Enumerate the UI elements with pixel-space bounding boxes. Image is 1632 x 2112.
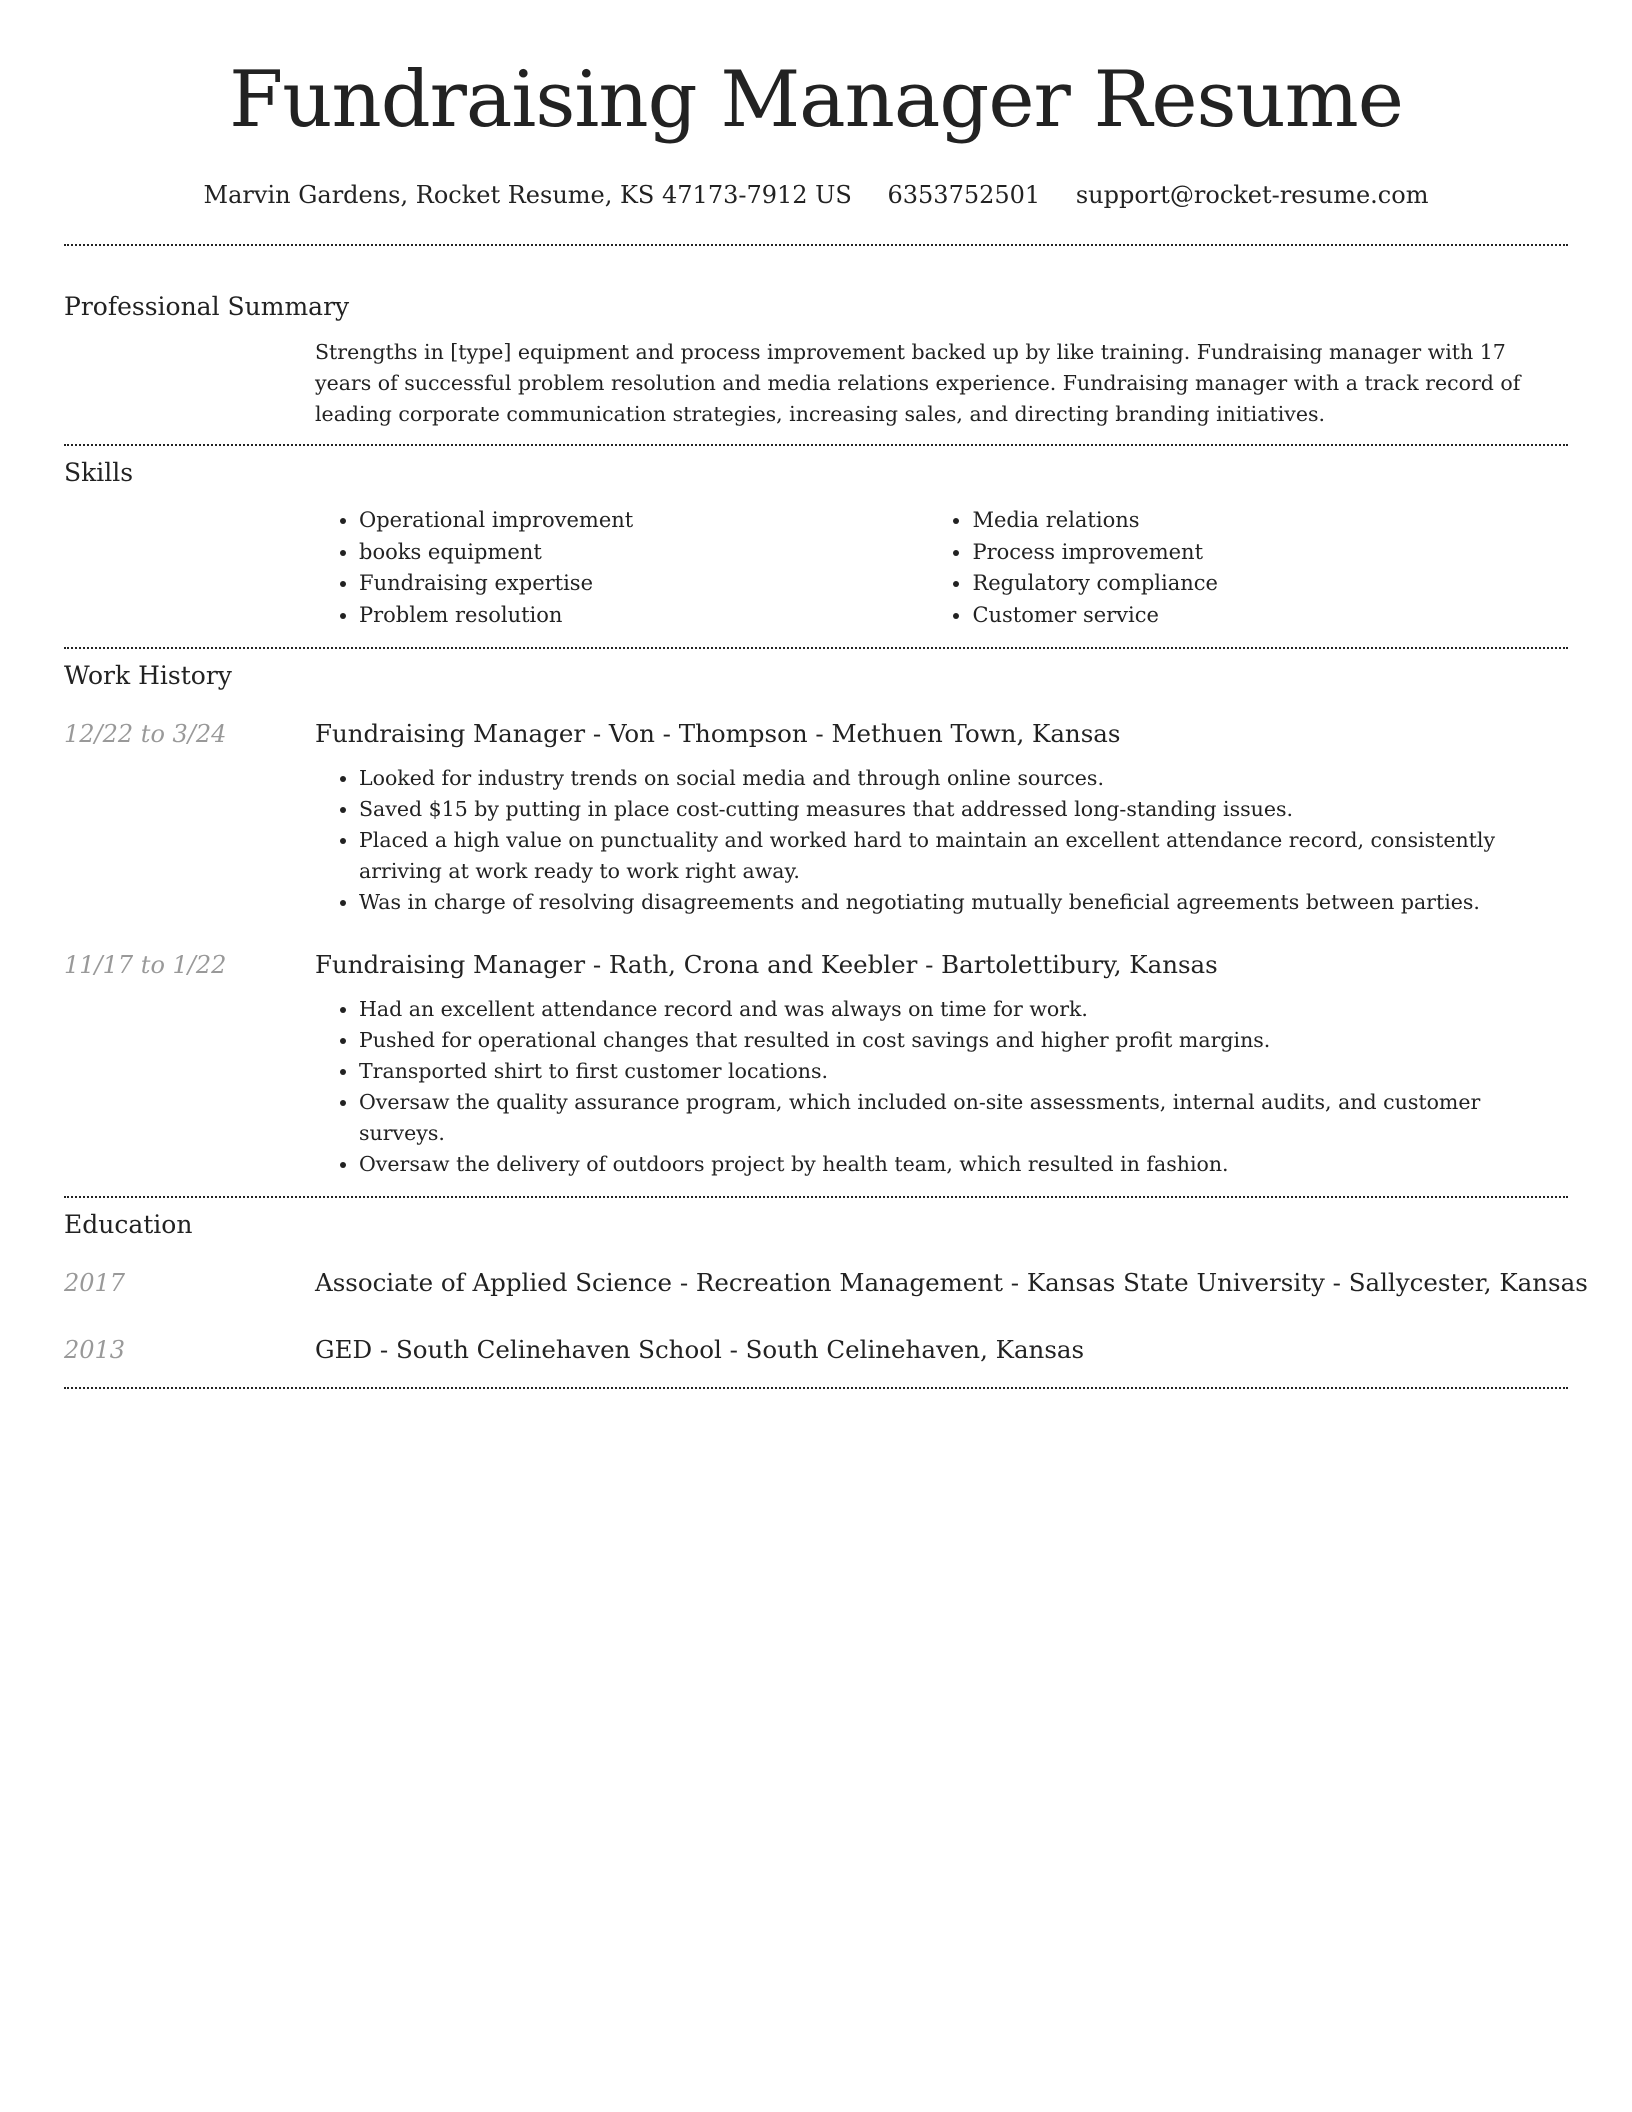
divider bbox=[64, 1196, 1568, 1198]
list-item: • Saved $15 by putting in place cost-cutting measures that addressed long-standing issues. bbox=[359, 794, 1568, 825]
summary-section bbox=[64, 290, 1568, 430]
skills-column-left bbox=[315, 505, 969, 631]
divider bbox=[64, 244, 1568, 246]
list-item: • Operational improvement bbox=[359, 505, 969, 537]
list-item: • books equipment bbox=[359, 537, 969, 569]
section-title-work-history: Work History bbox=[64, 661, 232, 690]
job-entry bbox=[64, 948, 1568, 1180]
work-history-section bbox=[64, 659, 1568, 1180]
list-item: • Pushed for operational changes that resulted in cost savings and higher profit margins. bbox=[359, 1025, 1568, 1056]
list-item: • Transported shirt to first customer locations. bbox=[359, 1056, 1568, 1087]
summary-text: Strengths in [type] equipment and process improvement backed up by like training. Fundraising manager with 17 years of successful problem resolution and media relations experience. Fundraising manager with a track record of leading corporate communication strategies, increasing sales, and directing branding initiatives. bbox=[315, 340, 1521, 426]
education-date: 2013 bbox=[64, 1336, 126, 1364]
section-title-summary: Professional Summary bbox=[64, 292, 350, 321]
job-heading: Fundraising Manager - Rath, Crona and Keebler - Bartolettibury, Kansas bbox=[315, 950, 1218, 979]
divider bbox=[64, 1387, 1568, 1389]
skills-column-right bbox=[928, 505, 1568, 631]
divider bbox=[64, 444, 1568, 446]
list-item: • Media relations bbox=[972, 505, 1568, 537]
education-entry bbox=[64, 1266, 1588, 1300]
contact-line bbox=[64, 178, 1568, 212]
list-item: • Regulatory compliance bbox=[972, 568, 1568, 600]
skills-section bbox=[64, 456, 1568, 631]
education-heading: Associate of Applied Science - Recreation Management - Kansas State University - Sallycester, Kansas bbox=[315, 1268, 1588, 1297]
resume-title: Fundraising Manager Resume bbox=[229, 55, 1403, 145]
job-body bbox=[315, 948, 1568, 1180]
job-date: 12/22 to 3/24 bbox=[64, 720, 227, 748]
list-item: • Was in charge of resolving disagreements and negotiating mutually beneficial agreements between parties. bbox=[359, 887, 1568, 918]
list-item: • Customer service bbox=[972, 600, 1568, 632]
contact-email: support@rocket-resume.com bbox=[1075, 181, 1429, 209]
job-heading: Fundraising Manager - Von - Thompson - Methuen Town, Kansas bbox=[315, 719, 1121, 748]
education-section bbox=[64, 1208, 1588, 1367]
contact-phone: 6353752501 bbox=[887, 181, 1041, 209]
list-item: • Oversaw the delivery of outdoors project by health team, which resulted in fashion. bbox=[359, 1149, 1568, 1180]
contact-address: Marvin Gardens, Rocket Resume, KS 47173-7912 US bbox=[203, 181, 852, 209]
section-title-education: Education bbox=[64, 1210, 193, 1239]
education-date: 2017 bbox=[64, 1269, 126, 1297]
list-item: • Process improvement bbox=[972, 537, 1568, 569]
list-item: • Fundraising expertise bbox=[359, 568, 969, 600]
list-item: • Had an excellent attendance record and was always on time for work. bbox=[359, 994, 1568, 1025]
job-date: 11/17 to 1/22 bbox=[64, 951, 227, 979]
list-item: • Oversaw the quality assurance program, which included on-site assessments, internal audits, and customer surveys. bbox=[359, 1087, 1568, 1149]
resume-page bbox=[64, 0, 1588, 1389]
education-entry bbox=[64, 1333, 1568, 1367]
list-item: • Placed a high value on punctuality and worked hard to maintain an excellent attendance record, consistently arriving at work ready to work right away. bbox=[359, 825, 1568, 887]
job-body bbox=[315, 717, 1568, 918]
job-bullets bbox=[315, 994, 1568, 1180]
divider bbox=[64, 647, 1568, 649]
list-item: • Problem resolution bbox=[359, 600, 969, 632]
section-title-skills: Skills bbox=[64, 458, 134, 487]
job-bullets bbox=[315, 763, 1568, 918]
education-heading: GED - South Celinehaven School - South Celinehaven, Kansas bbox=[315, 1335, 1085, 1364]
job-entry bbox=[64, 717, 1568, 918]
skills-list bbox=[315, 505, 1568, 631]
list-item: • Looked for industry trends on social media and through online sources. bbox=[359, 763, 1568, 794]
